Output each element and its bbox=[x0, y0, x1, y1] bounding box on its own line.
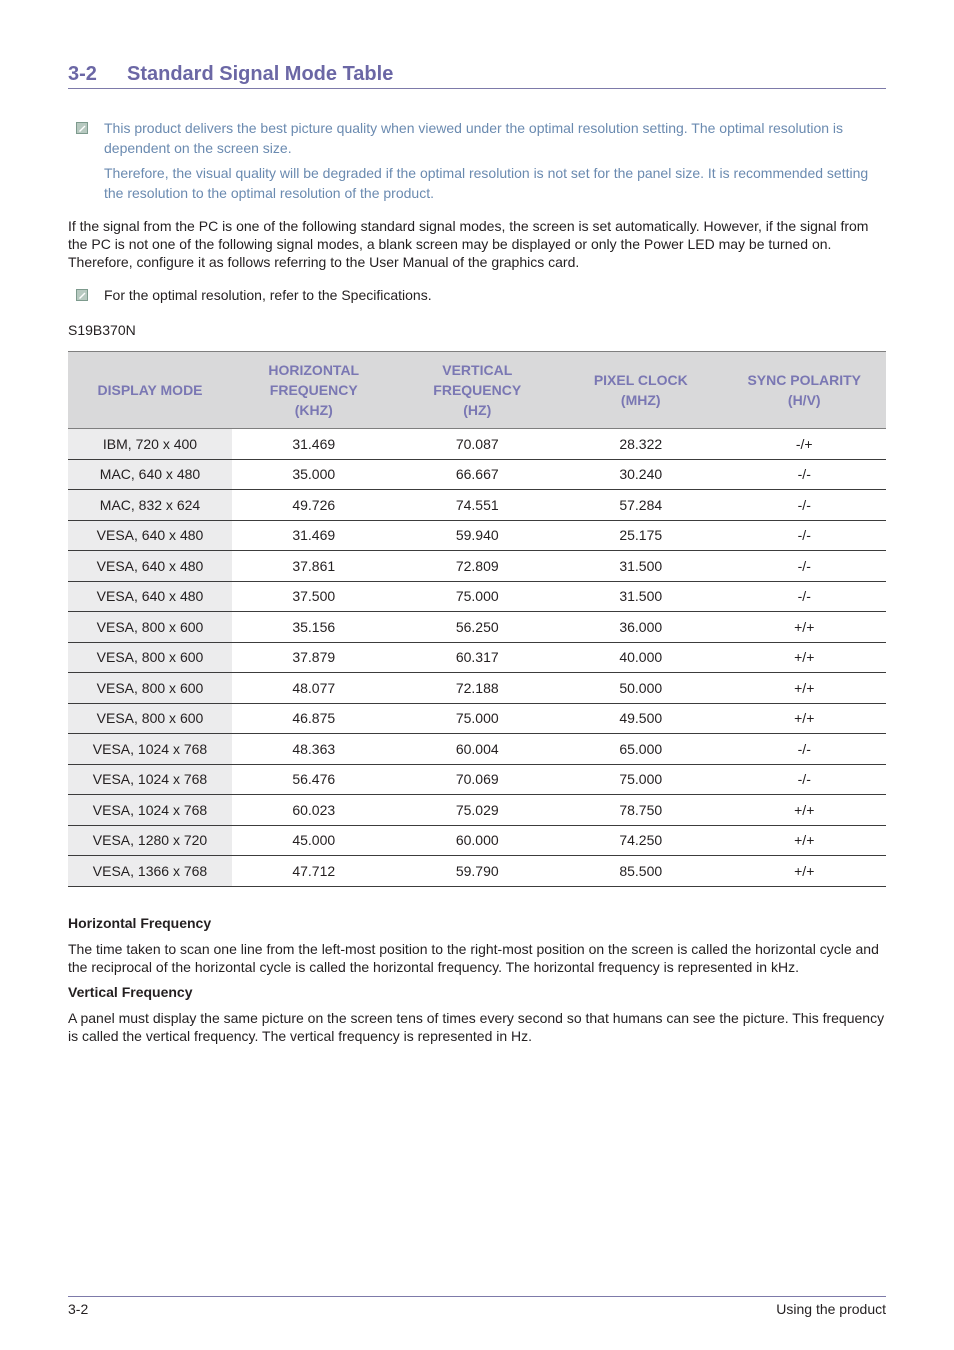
table-cell: 60.000 bbox=[396, 825, 560, 856]
column-header-line: (HZ) bbox=[463, 402, 492, 418]
table-cell: 60.023 bbox=[232, 795, 396, 826]
column-header-line: PIXEL CLOCK bbox=[593, 372, 688, 388]
note-pencil-icon bbox=[76, 289, 88, 301]
table-row bbox=[68, 490, 886, 521]
table-cell: 65.000 bbox=[559, 734, 723, 765]
note-line: This product delivers the best picture quality when viewed under the optimal resolution setting. The optimal resolution is dependent on the screen size. bbox=[104, 120, 844, 156]
table-cell: VESA, 1280 x 720 bbox=[68, 825, 232, 856]
table-cell: 57.284 bbox=[559, 490, 723, 521]
table-cell: -/- bbox=[723, 581, 887, 612]
table-cell: 49.500 bbox=[559, 703, 723, 734]
table-cell: +/+ bbox=[723, 612, 887, 643]
table-row bbox=[68, 581, 886, 612]
table-cell: VESA, 1366 x 768 bbox=[68, 856, 232, 887]
section-number: 3-2 bbox=[68, 63, 97, 85]
intro-paragraph: If the signal from the PC is one of the following standard signal modes, the screen is set automatically. However, if the signal from the PC is not one of the following signal modes, a blank screen may be displayed or only the Power LED may be turned on. Therefore, configure it as follows referring to the User Manual of the graphics card. bbox=[68, 218, 869, 270]
model-name: S19B370N bbox=[68, 322, 136, 338]
table-cell: VESA, 1024 x 768 bbox=[68, 795, 232, 826]
note-line: Therefore, the visual quality will be degraded if the optimal resolution is not set for the panel size. It is recommended setting the resolution to the optimal resolution of the product. bbox=[104, 165, 869, 201]
vertical-frequency-text: A panel must display the same picture on the screen tens of times every second so that humans can see the picture. This frequency is called the vertical frequency. The vertical frequency is represented in Hz. bbox=[68, 1010, 885, 1044]
table-row bbox=[68, 703, 886, 734]
footer-divider bbox=[68, 1296, 886, 1297]
table-cell: 59.940 bbox=[396, 520, 560, 551]
table-cell: IBM, 720 x 400 bbox=[68, 429, 232, 460]
table-cell: 40.000 bbox=[559, 642, 723, 673]
column-header-line: VERTICAL bbox=[442, 362, 513, 378]
section-title bbox=[68, 58, 886, 89]
table-cell: 60.004 bbox=[396, 734, 560, 765]
table-cell: 70.087 bbox=[396, 429, 560, 460]
table-row bbox=[68, 825, 886, 856]
table-cell: 37.500 bbox=[232, 581, 396, 612]
table-cell: 72.188 bbox=[396, 673, 560, 704]
column-header bbox=[723, 352, 887, 429]
column-header bbox=[232, 352, 396, 429]
note-block bbox=[68, 286, 886, 306]
table-cell: 25.175 bbox=[559, 520, 723, 551]
table-cell: VESA, 800 x 600 bbox=[68, 612, 232, 643]
table-cell: 47.712 bbox=[232, 856, 396, 887]
table-cell: 48.077 bbox=[232, 673, 396, 704]
note-text bbox=[104, 119, 886, 203]
table-cell: 78.750 bbox=[559, 795, 723, 826]
table-cell: +/+ bbox=[723, 856, 887, 887]
vertical-frequency-heading: Vertical Frequency bbox=[68, 984, 193, 1000]
table-cell: -/- bbox=[723, 551, 887, 582]
table-cell: 75.000 bbox=[559, 764, 723, 795]
table-cell: -/- bbox=[723, 734, 887, 765]
table-row bbox=[68, 429, 886, 460]
table-cell: 56.476 bbox=[232, 764, 396, 795]
table-cell: 48.363 bbox=[232, 734, 396, 765]
column-header-line: DISPLAY MODE bbox=[97, 382, 203, 398]
table-cell: 70.069 bbox=[396, 764, 560, 795]
section-heading: Standard Signal Mode Table bbox=[127, 63, 394, 85]
table-cell: 85.500 bbox=[559, 856, 723, 887]
table-cell: 35.156 bbox=[232, 612, 396, 643]
table-cell: 75.000 bbox=[396, 703, 560, 734]
column-header-line: FREQUENCY bbox=[433, 382, 522, 398]
table-cell: 72.809 bbox=[396, 551, 560, 582]
table-cell: VESA, 640 x 480 bbox=[68, 520, 232, 551]
table-cell: 36.000 bbox=[559, 612, 723, 643]
table-cell: 45.000 bbox=[232, 825, 396, 856]
table-cell: 31.469 bbox=[232, 520, 396, 551]
table-cell: VESA, 800 x 600 bbox=[68, 642, 232, 673]
table-cell: 66.667 bbox=[396, 459, 560, 490]
table-cell: 50.000 bbox=[559, 673, 723, 704]
horizontal-frequency-heading: Horizontal Frequency bbox=[68, 915, 212, 931]
column-header bbox=[559, 352, 723, 429]
table-cell: 49.726 bbox=[232, 490, 396, 521]
column-header-line: (KHZ) bbox=[294, 402, 333, 418]
column-header bbox=[396, 352, 560, 429]
table-row bbox=[68, 795, 886, 826]
table-cell: VESA, 800 x 600 bbox=[68, 703, 232, 734]
table-cell: 31.500 bbox=[559, 551, 723, 582]
table-cell: 75.000 bbox=[396, 581, 560, 612]
table-row bbox=[68, 673, 886, 704]
table-row bbox=[68, 764, 886, 795]
table-cell: 75.029 bbox=[396, 795, 560, 826]
table-row bbox=[68, 551, 886, 582]
table-cell: +/+ bbox=[723, 703, 887, 734]
column-header-line: HORIZONTAL bbox=[268, 362, 360, 378]
table-cell: VESA, 1024 x 768 bbox=[68, 764, 232, 795]
table-row bbox=[68, 612, 886, 643]
table-cell: 59.790 bbox=[396, 856, 560, 887]
column-header-line: (MHZ) bbox=[620, 392, 661, 408]
table-cell: 46.875 bbox=[232, 703, 396, 734]
table-row bbox=[68, 459, 886, 490]
table-cell: 60.317 bbox=[396, 642, 560, 673]
table-cell: -/+ bbox=[723, 429, 887, 460]
table-cell: +/+ bbox=[723, 795, 887, 826]
table-cell: 31.469 bbox=[232, 429, 396, 460]
table-cell: 35.000 bbox=[232, 459, 396, 490]
note-block bbox=[68, 119, 886, 209]
table-cell: VESA, 1024 x 768 bbox=[68, 734, 232, 765]
column-header-line: FREQUENCY bbox=[269, 382, 358, 398]
table-cell: 74.551 bbox=[396, 490, 560, 521]
table-cell: VESA, 640 x 480 bbox=[68, 581, 232, 612]
table-cell: 74.250 bbox=[559, 825, 723, 856]
table-cell: 37.879 bbox=[232, 642, 396, 673]
note-text: For the optimal resolution, refer to the Specifications. bbox=[104, 287, 432, 303]
table-cell: VESA, 640 x 480 bbox=[68, 551, 232, 582]
table-cell: VESA, 800 x 600 bbox=[68, 673, 232, 704]
column-header bbox=[68, 352, 232, 429]
signal-mode-table bbox=[68, 351, 886, 887]
note-pencil-icon bbox=[76, 122, 88, 134]
table-cell: +/+ bbox=[723, 673, 887, 704]
table-cell: 31.500 bbox=[559, 581, 723, 612]
table-row bbox=[68, 856, 886, 887]
page-number: 3-2 bbox=[68, 1301, 89, 1317]
column-header-line: SYNC POLARITY bbox=[747, 372, 862, 388]
chapter-name: Using the product bbox=[776, 1301, 886, 1317]
table-cell: 56.250 bbox=[396, 612, 560, 643]
horizontal-frequency-text: The time taken to scan one line from the left-most position to the right-most position on the screen is called the horizontal cycle and the reciprocal of the horizontal cycle is called the horizontal frequency. The horizontal frequency is represented in kHz. bbox=[68, 941, 879, 975]
table-cell: +/+ bbox=[723, 642, 887, 673]
table-row bbox=[68, 734, 886, 765]
table-cell: +/+ bbox=[723, 825, 887, 856]
table-row bbox=[68, 642, 886, 673]
table-cell: -/- bbox=[723, 520, 887, 551]
table-cell: 30.240 bbox=[559, 459, 723, 490]
table-cell: -/- bbox=[723, 490, 887, 521]
table-cell: -/- bbox=[723, 459, 887, 490]
column-header-line: (H/V) bbox=[787, 392, 821, 408]
table-cell: -/- bbox=[723, 764, 887, 795]
table-cell: MAC, 640 x 480 bbox=[68, 459, 232, 490]
table-row bbox=[68, 520, 886, 551]
table-cell: MAC, 832 x 624 bbox=[68, 490, 232, 521]
table-cell: 37.861 bbox=[232, 551, 396, 582]
table-cell: 28.322 bbox=[559, 429, 723, 460]
